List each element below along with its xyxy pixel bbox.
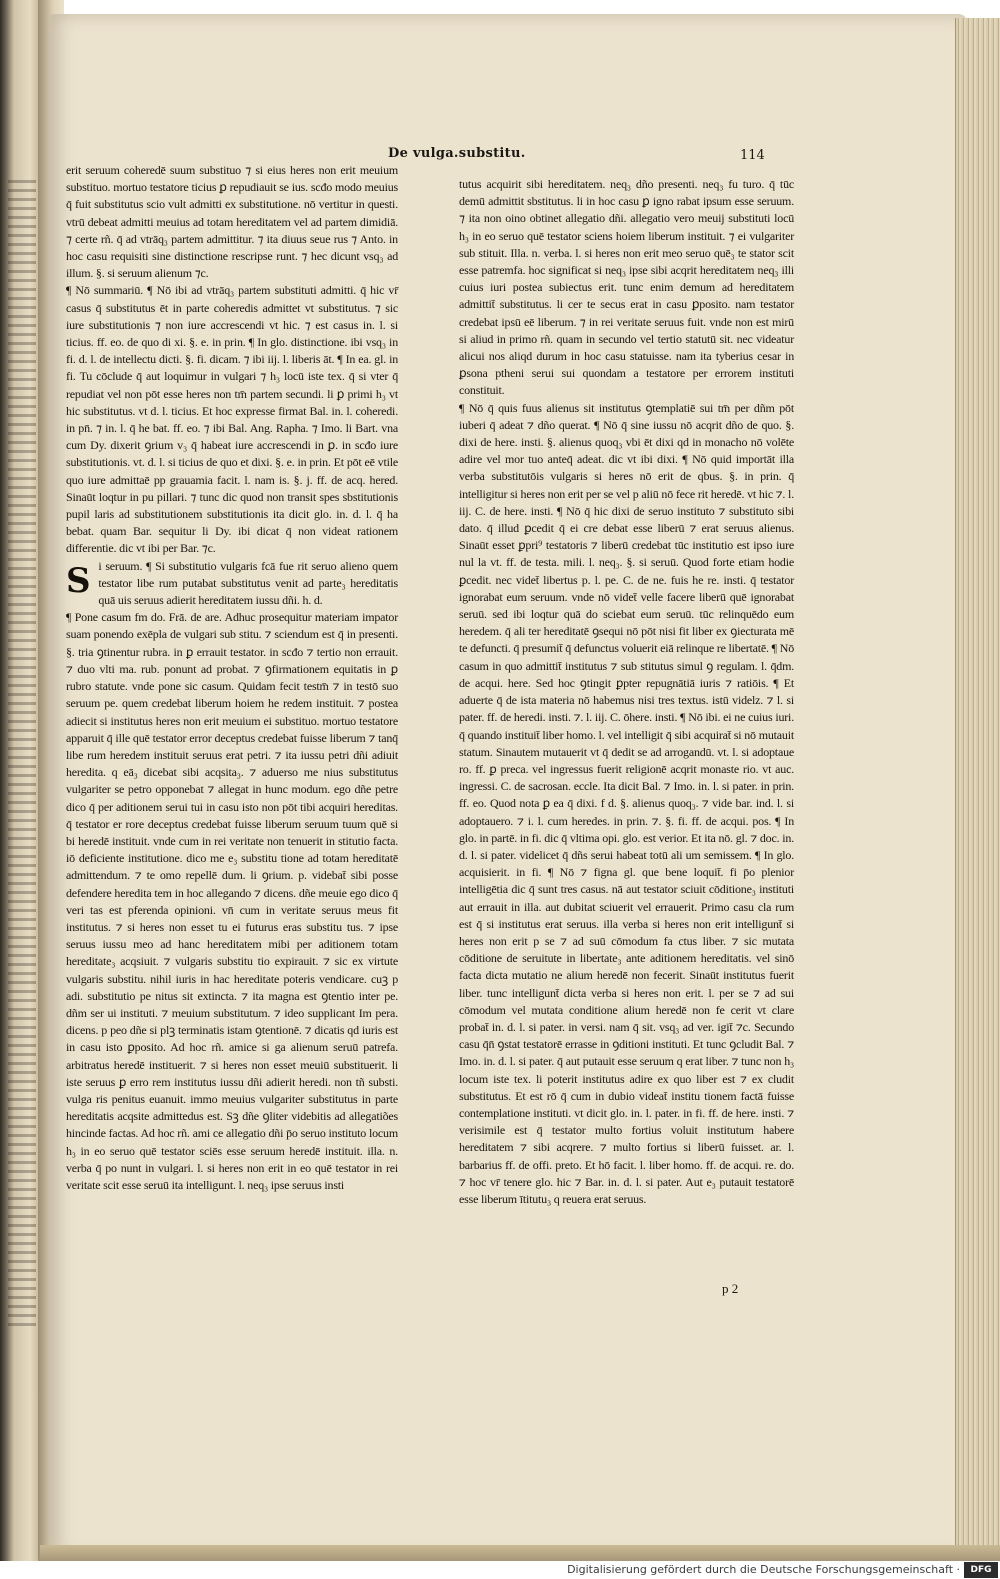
fore-edge: [955, 18, 1000, 1548]
bottom-edge: [40, 1545, 1000, 1561]
folio-number: 114: [740, 148, 765, 163]
paragraph: tutus acquirit sibi hereditatem. neq₃ dño presenti. neq₃ fu turo. q̄ tūc demū admittit sbstitutus. li in hoc casu ꝑ igno rabat ipsum esse seruum. ⁊ ita non oino obtinet allegatio dñi. allegatio vero meuij substituti locū h₃ in eo seruo quē testator sciens hoiem liberum instituit. ⁊ ei vulgariter sub stituit. Illa. n. verba. l. si heres non erit meo seruo quē₃ te stator scit esse patremfa. hoc significat si neq₃ ipse sibi acqrit hereditatem neq₃ illi cuius iuri postea subiectus erit. tunc enim demum ad hereditatem admittit̄ substitutus. li cer te secus erat in casu ꝑposito. nam testator credebat ipsū eē liberum. ⁊ in rei veritate seruus fuit. vnde non est mirū si aliud in primo rñ. quam in secundo vel tertio statutū sit. nec videatur alicui nos aliqd durum in hoc casu statuisse. nam ita tyberius cesar in ꝑsona ptheni serui sui quondam a testatore per errorem instituti constituit.: [459, 177, 794, 398]
dfg-logo: DFG: [964, 1562, 998, 1578]
left-page-edge: [0, 0, 38, 1579]
section-text: i seruum. ¶ Si substitutio vulgaris fcā fue rit seruo alieno quem testator libe rum putabat substitutus venit ad parte₃ hereditatis quā uis seruus adierit hereditatem iussu dñi. h. d.: [98, 558, 398, 608]
paragraph: ¶ Nō q̄ quis fuus alienus sit institutus ꝯtemplatiē sui tm̄ per dñm pōt iuberi q̄ adeat ⁊ dño querat. ¶ Nō q̄ sine iussu nō acqrit dño de quo. §. dixi de here. insti. §. alienus quoq₃ vbi ēt dixi qd in monacho nō volēte adire vel mor tuo anteq̄ adeat. dic vt ibi dixi. ¶ Nō quid importāt illa verba substitutōis vulgaris si heres nō erit de qbus. §. in prin. q̄ intelligitur si heres non erit per se vel p aliū nō fece rit heredē. vt hic ⁊. l. iij. C. de here. insti. ¶ Nō q̄ hic dixi de seruo instituto ⁊ substituto sibi dato. q̄ illud ꝑcedit q̄ ei cre debat esse liberū ⁊ erat seruus alienus. Sinaūt esset ꝑpri⁹ testatoris ⁊ liberū credebat tūc institutio est ipso iure nul la vt. ff. de testa. mili. l. neq₃. §. si seruū. Quod forte etiam hodie ꝑcedit. nec videt̄ libertus p. l. pe. C. de ne. fuis he re. insti. q̄ testator ignorabat eum seruum. vnde nō videt̄ velle facere liberū quē ignorabat seruū. sed ibi loqtur quā do sciebat eum seruū. tūc relinquēdo eum heredem. q̄ ali ter hereditatē ꝯsequi nō pōt nisi fit liber ex ꝯiecturata mē te defuncti. q̄ presumit̄ q̄ defunctus voluerit eiā relinque re libertatē. ¶ Nō casum in quo admittit̄ institutus ⁊ sub stitutus simul ꝯ regulam. l. q̄dm. de acqui. here. Sed hoc ꝯtingit ꝑpter repugnātiā iuris ⁊ ratiōis. ¶ Et aduerte q̄ de ista materia nō habemus nisi tres textus. istū videlz. ⁊ l. si pater. ff. de heredi. insti. ⁊. l. iij. C. ōhere. insti. ¶ Nō ibi. ei ne cuius iuri. q̄ quando instituit̄ liber homo. l. vel intelligit q̄ sibi acquirat̄ si nō mutauit statum. Sinautem mutauerit vt q̄ dedit se ad arrogandū. vt. l. si adoptaue ro. ff. ꝑ preca. vel ingressus fuerit religionē acqrit monaste rio. vt auc. ingressi. C. de sacrosan. eccle. Ita dicit Bal. ⁊ Imo. in. l. si pater. in prin. ff. eo. Quod nota ꝑ ea q̄ dixi. f d. §. alienus quoq₃. ⁊ vide bar. ind. l. si adoptauero. ⁊ i. l. cum heredes. in prin. ⁊. §. fi. ff. de acqui. pos. ¶ In glo. in partē. in fi. dic q̄ vltima opi. glo. est verior. Et ita nō. gl. ⁊ doc. in. d. l. si pater. videlicet q̄ dñs serui habeat totū ali um semissem. ¶ In glo. acquisierit. in fi. ¶ Nō ⁊ figna gl. que bene loquit̄. fi p̄o plenior intelligētia dic q̄ sunt tres casus. nā aut testator sciuit cōditione₃ instituti aut errauit in illa. aut dubitat sciuerit vel errauerit. Primo casu cla rum est q̄ si institutus erat seruus. illa verba si heres non erit intelligunt̄ si heres non erit p se ⁊ ad suū cōmodum fa ctus liber. ⁊ sic mutata cōditione de seruitute in libertate₃ ante aditionem hereditatis. vel sinō facta dicta mutatio ne alium heredē non fecerit. Sinaūt institutus fuerit liber. tunc intelligunt̄ dicta verba si heres non erit. l. per se ⁊ ad sui cōmodum vel mutata conditione alium heredē non fe cerit vt clare probat̄ in. d. l. si pater. in versi. nam q̄ sit. vsq₃ ad ver. igit̄ ⁊c. Secundo casu q̄n̄ ꝯstat testatorē errasse in ꝯditioni instituti. Et tunc ꝯcludit Bal. ⁊ Imo. in. d. l. si pater. q̄ aut putauit esse seruum q erat liber. ⁊ tunc non h₃ locum iste tex. li poterit institutus adire ex quo liber est ⁊ ex cludit substitutus. Et est rō q̄ cum in dubio videat̄ institu tionem factā fuisse contemplatione instituti. vt dicit glo. in. l. pater. in fi. ff. de here. insti. ⁊ verisimile est q̄ testator multo fortius voluit institutum habere hereditatem ⁊ sibi acqrere. ⁊ multo fortius si liberū fuisset. ar. l. barbarius ff. de offi. preto. Et hō facit. l. liber homo. ff. de acqui. re. do. ⁊ hoc vr̄ tenere glo. hic ⁊ Bar. in. d. l. si pater. Aut e₃ putauit testatorē esse liberum ītitutu₃ q reuera erat seruus.: [459, 400, 794, 1206]
paragraph: ¶ Pone casum fm do. Frā. de are. Adhuc prosequitur materiam impator suam ponendo exēpla de vulgari sub stitu. ⁊ sciendum est q̄ in presenti. §. tria ꝯtinentur rubra. in ꝑ errauit testator. in scđo ⁊ tertio non errauit. ⁊ duo vlti ma. rub. ponunt ad probat. ⁊ ꝯfirmationem equitatis in ꝑ rubro statute. vnde pone sic casum. Quidam fecit testm̄ ⁊ in testō suo seruum pe. quem credebat liberum hoiem he redem instituit. ⁊ postea adiecit si institutus heres non erit meuium ei substituo. mortuo testatore apparuit q̄ ille quē testator error deceptus credebat fuisse liberum ⁊ tanq̄ libe rum heredem instituit seruus erat petri. ⁊ ita iussu petri dñi adiuit heredita. q eā₃ dicebat sibi acqsita₃. ⁊ aduerso me nius substitutus vulgariter se petro opponebat ⁊ allegat in hunc modum. ego dñe petre dico q̄ per aditionem serui tui in casu isto non pōt tibi acquiri hereditas. q̄ testator er rore deceptus credebat fuisse liberum seruum tuum quē si bi heredē instituit. vnde cum in rei veritate non tenuerit in stitutio facta. iō deficiente institutione. dico me e₃ substitu tione ad totam hereditatē admittendum. ⁊ te omo repellē dum. li ꝯrium. p. videbat̄ sibi posse defendere heredita tem in hoc allegando ⁊ dicens. dñe meuie ego dico q̄ veri tas est pferenda opinioni. vn̄ cum in veritate seruus meus fit institutus. ⁊ si heres non esset tu ei futurus eras substitu tus. ⁊ ipse seruus iussu meo ad hanc hereditatem mibi per aditionem totam hereditate₃ acqsiuit. ⁊ vulgaris substitu tio expirauit. ⁊ sic ex virtute vulgaris substitu. nihil iuris in hac hereditate poteris vendicare. cuꝫ p adi. substitutio pe nitus sit extincta. ⁊ ita magna est ꝯtentio inter pe. dñm ser ui instituti. ⁊ meuium substitutum. ⁊ ideo supplicant Im pera. dicens. p peo dñe si plꝫ terminatis istam ꝯtentionē. ⁊ dicatis qd iuris est in casu isto ꝑposito. Ad hoc rñ. amice si ga alienum seruū patrefa. arbitratus heredē instituerit. ⁊ si heres non esset meuiū substituerit. li iste seruus ꝑ erro rem institutus iussu dñi adierit heredi. non tñ substi. vulga ris penitus euanuit. immo meuius vulgariter substitutus in parte hereditatis acqsite admittedus est. Sꝫ dñe ꝯliter videbitis ad allegatiões hincinde factas. Ad hoc rñ. ami ce allegatio dñi p̄o seruo instituto locum h₃ in eo seruo quē testator sciēs esse seruum heredē instituit. illa. n. verba q̄ po nunt in vulgari. l. si heres non erit in eo quē testator in rei veritate scit esse seruū ita intelligunt. l. neq₃ ipse seruus insti: [66, 610, 398, 1192]
section-start: [66, 558, 398, 610]
drop-initial: S: [66, 560, 91, 601]
paragraph: ¶ Nō summariū. ¶ Nō ibi ad vtrāq₃ partem substituti admitti. q̄ hic vr̄ casus q̄ substitutus ēt in parte coheredis admittet vt substitutus. ⁊ sic iure substitutionis ⁊ non iure accrescendi vt hic. ⁊ est casus in. l. si ticius. ff. eo. de quo di xi. §. e. in prin. ¶ In glo. distinctione. ibi vsq₃ in fi. d. l. de intellectu dicti. §. fi. dicam. ⁊ ibi iij. l. liberis āt. ¶ In ea. gl. in fi. Tu cōclude q̄ aut loquimur in vulgari ⁊ h₃ locū iste tex. q̄ si vter q̄ repudiat vel non pōt esse heres non tm̄ partem secundi. li ꝑ primi h₃ vt hic substitutus. vt d. l. ticius. Et hoc expresse firmat Bal. in. l. coheredi. in pn̄. ⁊ in. l. q̄ he bat. ff. eo. ⁊ ibi Bal. Ang. Rapha. ⁊ Imo. li Bart. vna cum Dy. dixerit ꝯrium v₃ q̄ habeat iure accrescendi in ꝑ. in scđo iure substitutionis. vt. d. l. si ticius de quo et dixi. §. e. in prin. Et pōt eē vtile quo iure admittaē pp grauamia facit. l. nam is. §. j. ff. de acq. hered. Sinaūt loqtur in pu pillari. ⁊ tunc dic quod non transit spes sbstitutionis pupil laris ad substitutionem substitutionis ita dicit glo. in. d. l. q̄ ha bebat. quam Bar. sequitur li Dy. ibi dicat q̄ non videat rationem differentie. dic vt ibi per Bar. ⁊c.: [66, 283, 398, 556]
running-header: De vulga.substitu.: [388, 146, 526, 161]
digitization-credit: Digitalisierung gefördert durch die Deutsche Forschungsgemeinschaft ·: [567, 1563, 960, 1576]
paragraph: erit seruum coheredē suum substituo ⁊ si eius heres non erit meuium substituo. mortuo testatore ticius ꝑ repudiauit se ius. scđo modo meuius q̄ fuit substitutus scio vult admitti ex substitutione. nō vertitur in questi. vtrū debeat admitti meuius ad totam hereditatem vel ad partem dimidiā. ⁊ certe rñ. q̄ ad vtrāq₃ partem admittitur. ⁊ ita diuus seue rus ⁊ Anto. in hoc casu requisiti sine distinctione rescripse runt. ⁊ hec dicunt vsq₃ ad illum. §. si seruum alienum ⁊c.: [66, 163, 398, 281]
left-page-text-fragment: [8, 180, 36, 1330]
signature-mark: p 2: [722, 1281, 739, 1296]
text-column-right: [459, 176, 794, 1208]
text-column-left: [66, 162, 398, 1194]
